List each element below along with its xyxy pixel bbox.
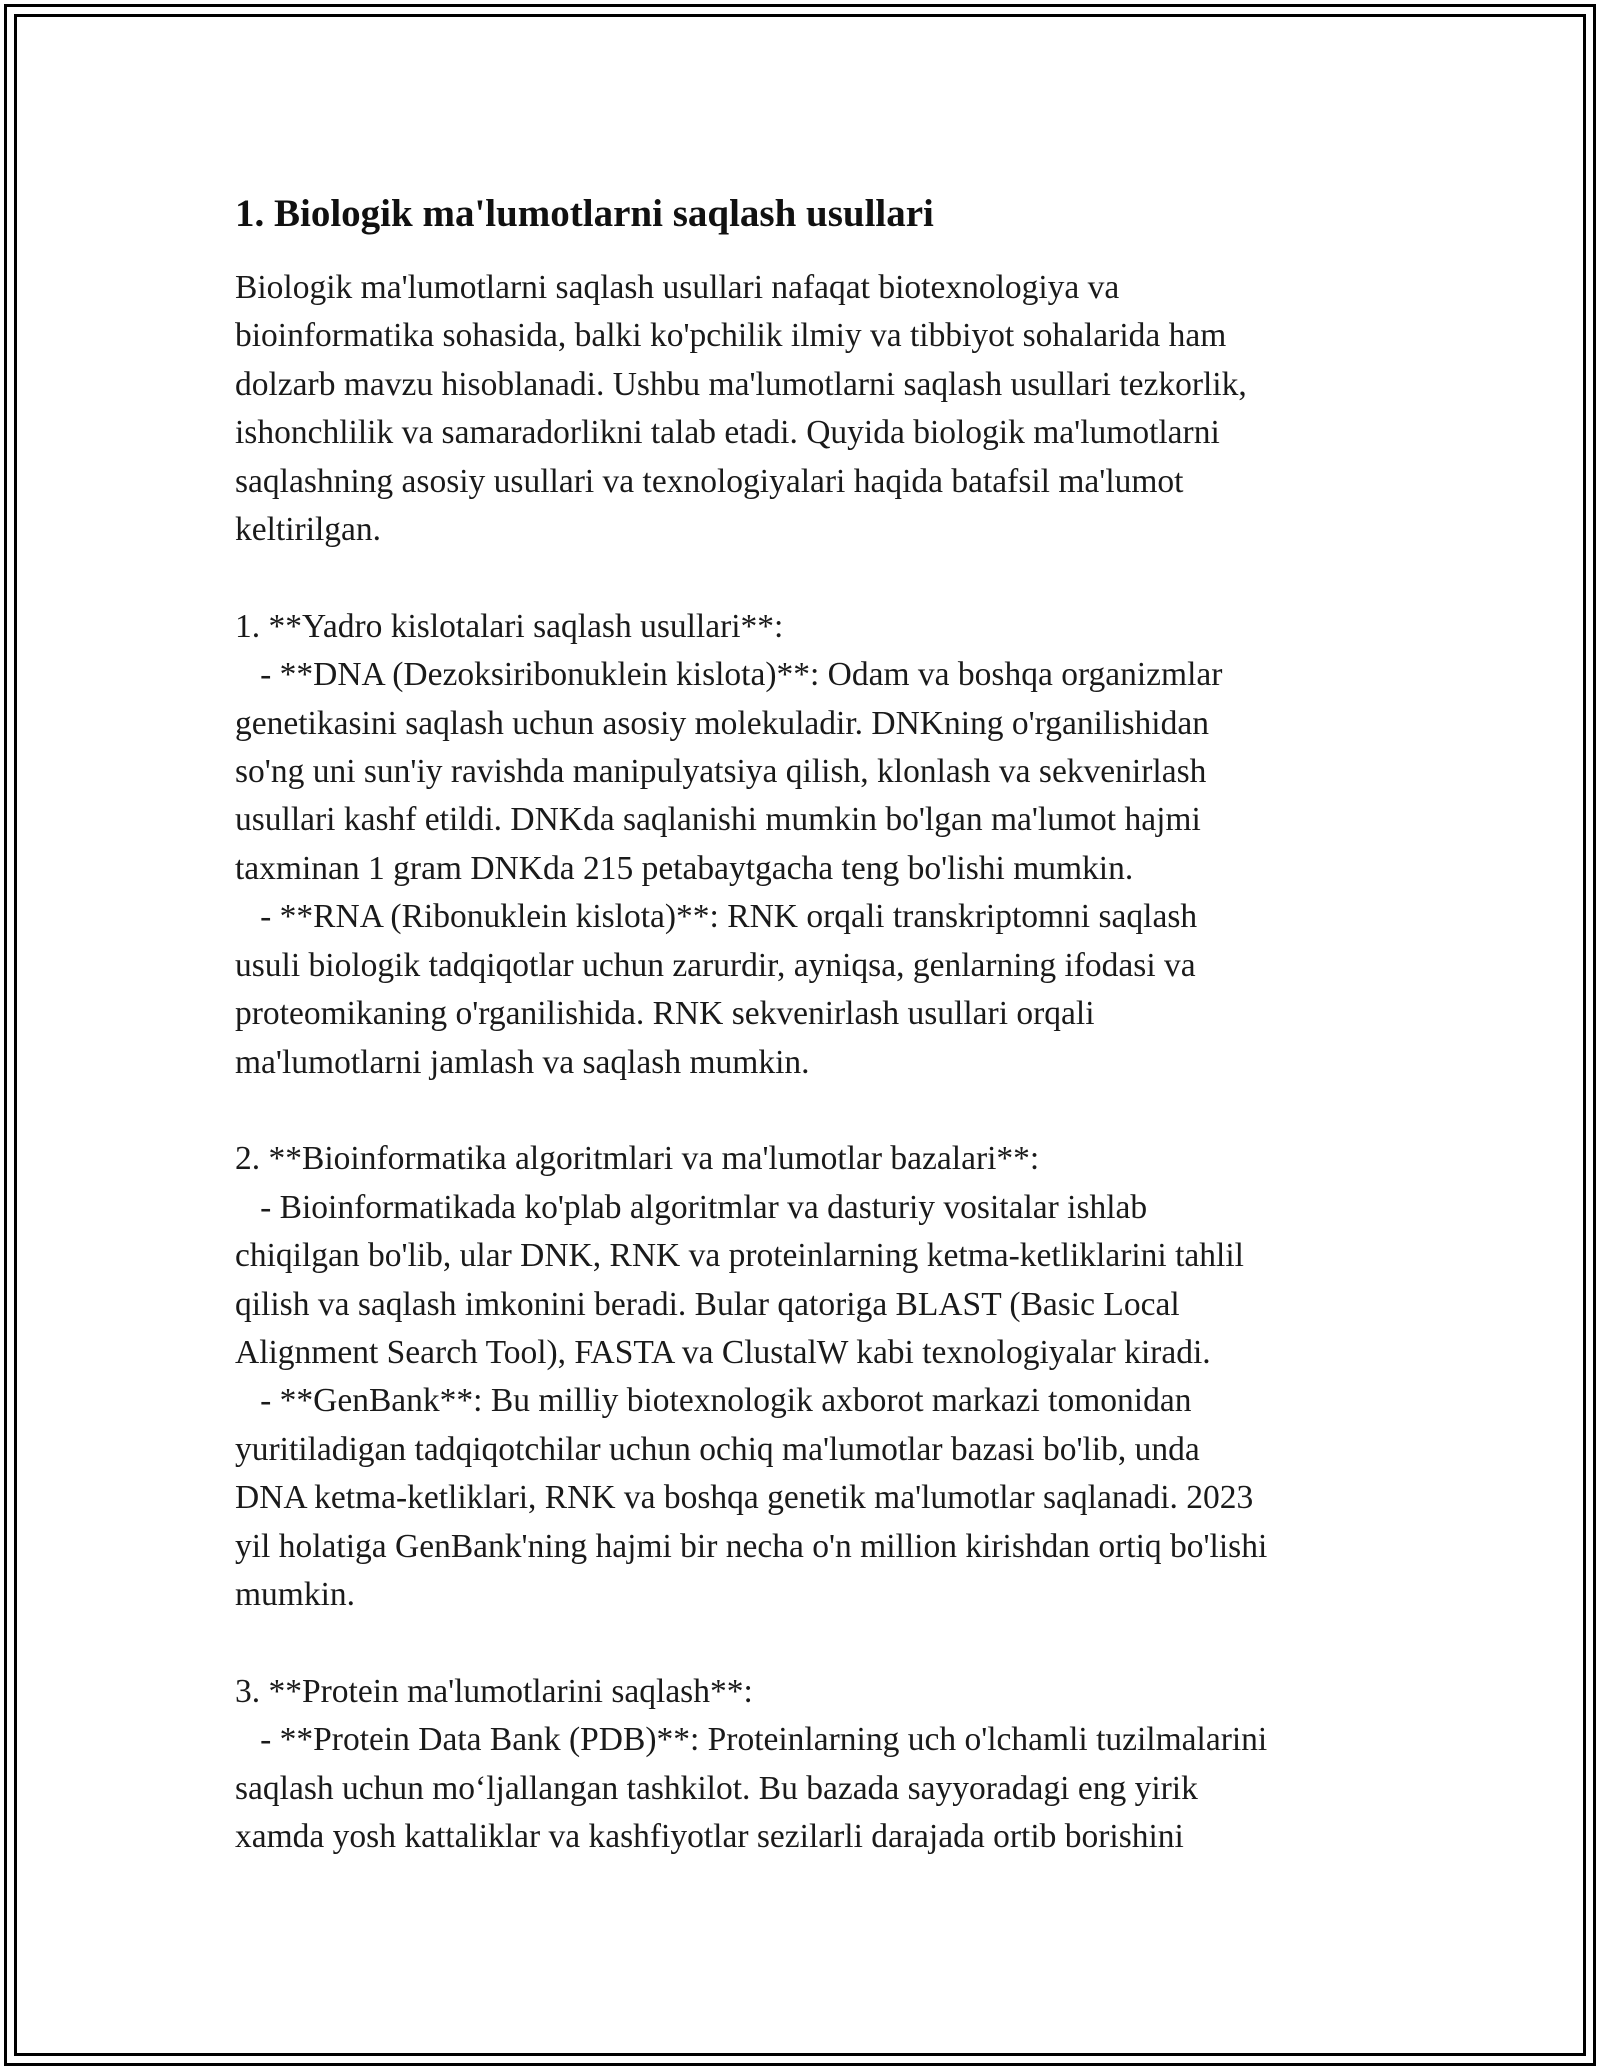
document-page	[235, 188, 1385, 1861]
section-body-text: Biologik ma'lumotlarni saqlash usullari nafaqat biotexnologiya va bioinformatika sohasida, balki ko'pchilik ilmiy va tibbiyot sohalarida ham dolzarb mavzu hisoblanadi. Ushbu ma'lumotlarni saqlash usullari tezkorlik, ishonchlilik va samaradorlikni talab etadi. Quyida biologik ma'lumotlarni saqlashning asosiy usullari va texnologiyalari haqida batafsil ma'lumot keltirilgan. 1. **Yadro kislotalari saqlash usullari**: - **DNA (Dezoksiribonuklein kislota)**: Odam va boshqa organizmlar genetikasini saqlash uchun asosiy molekuladir. DNKning o'rganilishidan so'ng uni sun'iy ravishda manipulyatsiya qilish, klonlash va sekvenirlash usullari kashf etildi. DNKda saqlanishi mumkin bo'lgan ma'lumot hajmi taxminan 1 gram DNKda 215 petabaytgacha teng bo'lishi mumkin. - **RNA (Ribonuklein kislota)**: RNK orqali transkriptomni saqlash usuli biologik tadqiqotlar uchun zarurdir, ayniqsa, genlarning ifodasi va proteomikaning o'rganilishida. RNK sekvenirlash usullari orqali ma'lumotlarni jamlash va saqlash mumkin. 2. **Bioinformatika algoritmlari va ma'lumotlar bazalari**: - Bioinformatikada ko'plab algoritmlar va dasturiy vositalar ishlab chiqilgan bo'lib, ular DNK, RNK va proteinlarning ketma-ketliklarini tahlil qilish va saqlash imkonini beradi. Bular qatoriga BLAST (Basic Local Alignment Search Tool), FASTA va ClustalW kabi texnologiyalar kiradi. - **GenBank**: Bu milliy biotexnologik axborot markazi tomonidan yuritiladigan tadqiqotchilar uchun ochiq ma'lumotlar bazasi bo'lib, unda DNA ketma-ketliklari, RNK va boshqa genetik ma'lumotlar saqlanadi. 2023 yil holatiga GenBank'ning hajmi bir necha o'n million kirishdan ortiq bo'lishi mumkin. 3. **Protein ma'lumotlarini saqlash**: - **Protein Data Bank (PDB)**: Proteinlarning uch o'lchamli tuzilmalarini saqlash uchun mo‘ljallangan tashkilot. Bu bazada sayyoradagi eng yirik xamda yosh kattaliklar va kashfiyotlar sezilarli darajada ortib borishini	[235, 269, 1268, 1855]
section-heading: 1. Biologik ma'lumotlarni saqlash usullari	[235, 192, 934, 235]
